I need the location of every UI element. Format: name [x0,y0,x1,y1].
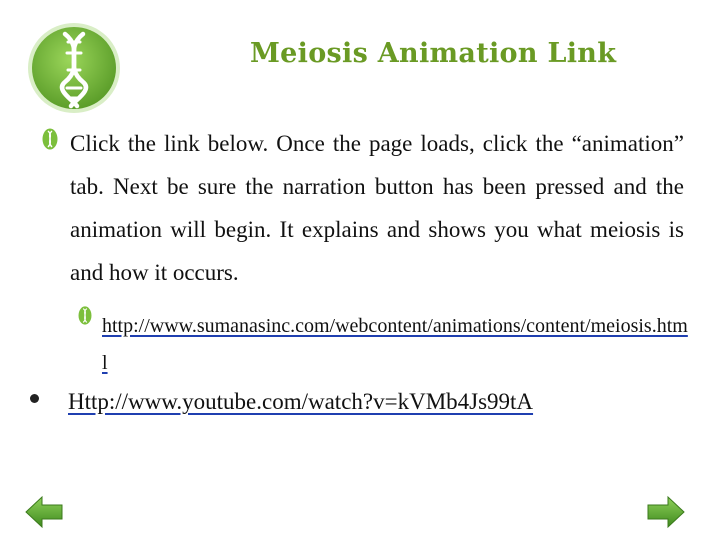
back-arrow-icon[interactable] [24,494,64,530]
slide-title: Meiosis Animation Link [250,38,617,69]
dna-bullet-icon [78,306,92,325]
instructions-paragraph: Click the link below. Once the page loads, click the “animation” tab. Next be sure the narration button has been pressed and the animation will begin. It explains and shows you what meiosis is and how it occurs. [70,131,684,285]
bullet-dot [30,394,39,403]
sumanas-animation-link[interactable]: http://www.sumanasinc.com/webcontent/animations/content/meiosis.html [102,315,688,374]
youtube-link[interactable]: Http://www.youtube.com/watch?v=kVMb4Js99tA [68,389,534,414]
forward-arrow-icon[interactable] [646,494,686,530]
dna-bullet-icon [42,128,58,150]
dna-logo-icon [27,22,121,114]
